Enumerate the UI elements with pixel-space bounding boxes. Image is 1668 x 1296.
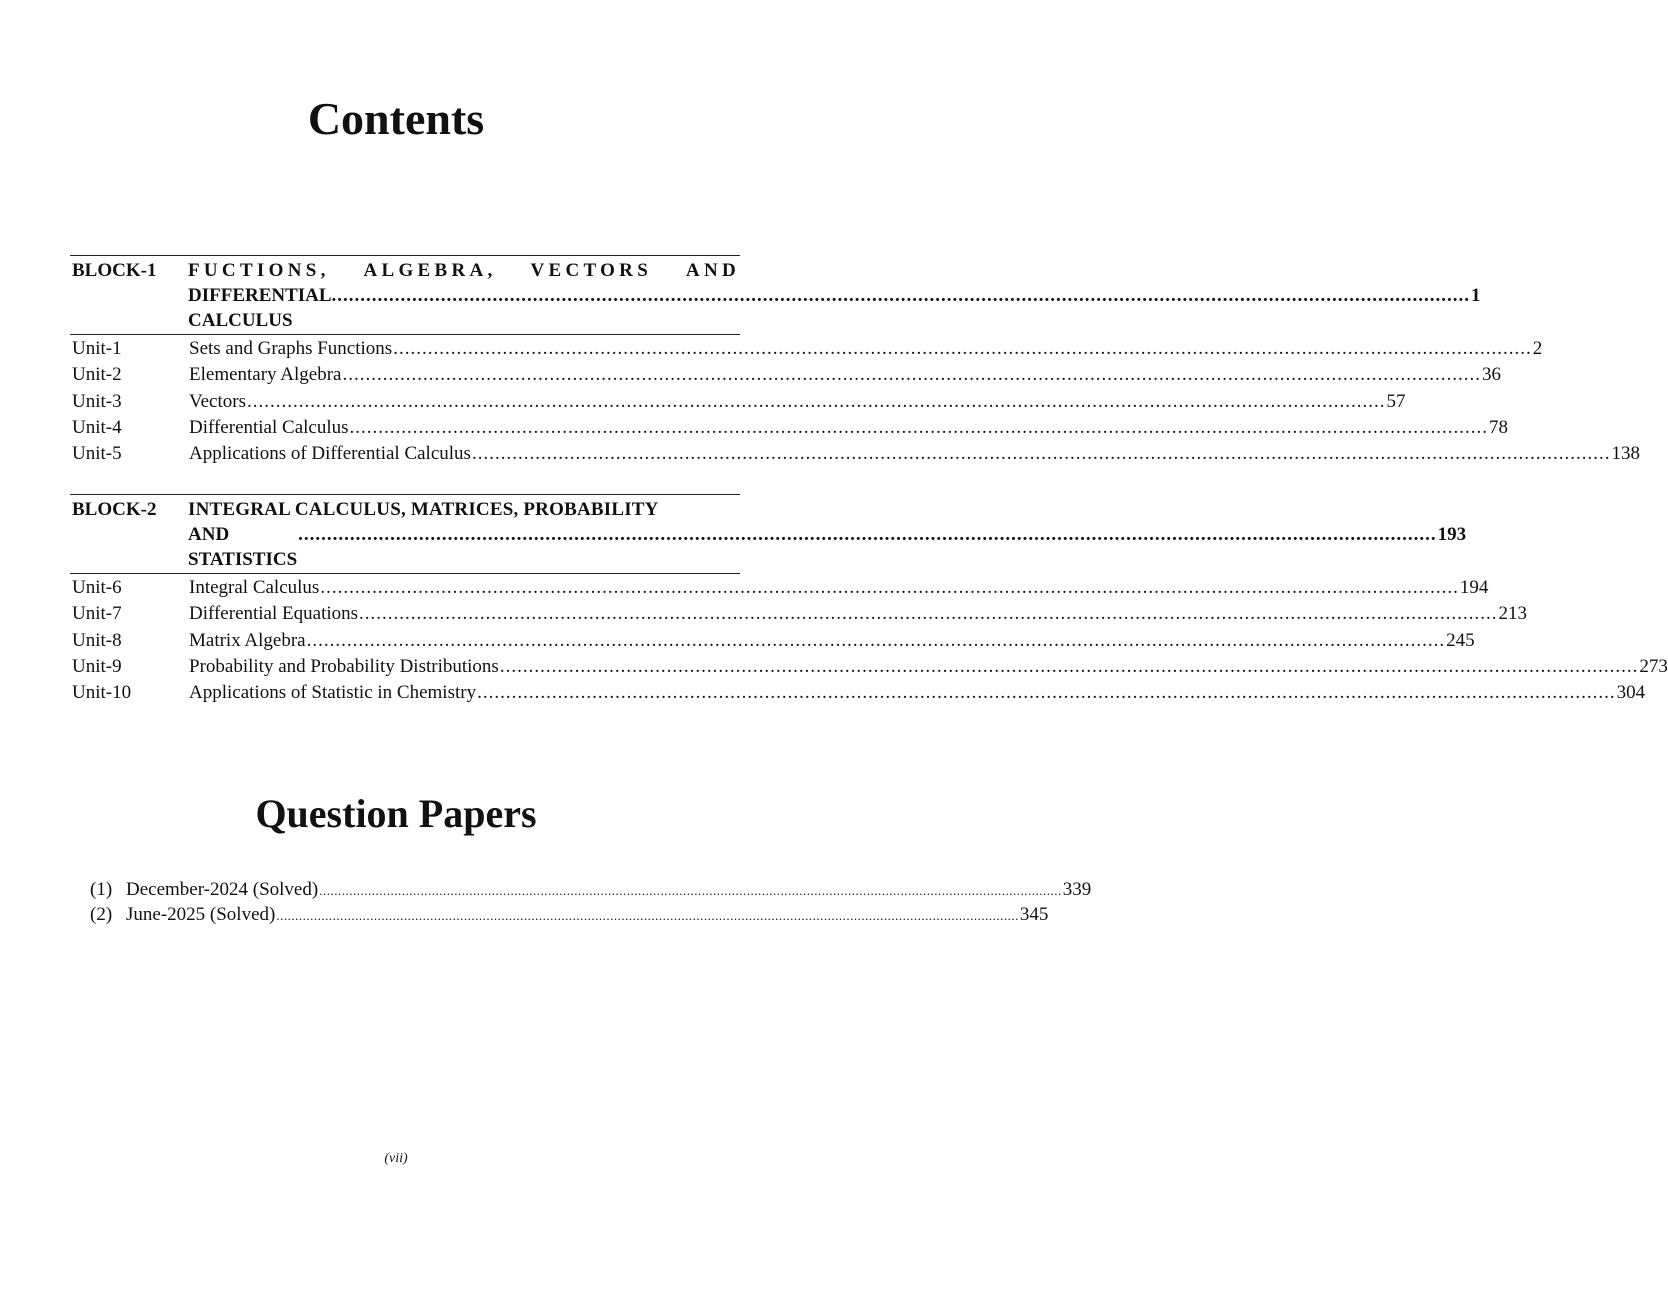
block-title-word: VECTORS	[530, 260, 653, 281]
unit-id: Unit-8	[72, 629, 122, 651]
page-number: 2	[1532, 338, 1543, 359]
dot-leader	[393, 336, 1532, 362]
entry-number: (1)	[90, 879, 113, 900]
block-title-word: AND	[685, 260, 740, 281]
unit-id: Unit-6	[72, 577, 122, 598]
toc-entry[interactable]	[72, 601, 1528, 627]
toc-entry[interactable]	[72, 680, 1646, 706]
dot-leader	[247, 389, 1386, 415]
page-number: 1	[1471, 285, 1481, 306]
page-number: 193	[1437, 524, 1467, 545]
block-id: BLOCK-2	[72, 499, 157, 520]
toc-entry[interactable]	[72, 654, 1668, 680]
unit-id: Unit-4	[72, 416, 122, 438]
unit-title: Integral Calculus	[189, 577, 320, 598]
toc-entry[interactable]	[72, 441, 1640, 467]
dot-leader	[332, 283, 1471, 308]
entry-title: December-2024 (Solved)	[126, 879, 319, 900]
unit-title: Elementary Algebra	[189, 364, 342, 386]
toc-entry[interactable]	[72, 389, 1406, 415]
unit-id: Unit-7	[72, 603, 122, 625]
block-title-word: ALGEBRA,	[363, 260, 497, 281]
dot-leader	[307, 628, 1446, 654]
toc-entry[interactable]	[72, 336, 1543, 362]
block-title-line2	[188, 283, 1481, 333]
page-number: 57	[1386, 390, 1406, 412]
block-title-word: FUCTIONS,	[188, 260, 330, 281]
unit-id: Unit-5	[72, 443, 122, 465]
page-number: 78	[1489, 416, 1509, 438]
unit-title: Applications of Statistic in Chemistry	[189, 682, 477, 704]
block-title-line1	[188, 258, 740, 283]
toc-entry[interactable]	[72, 628, 1475, 654]
toc-entry[interactable]	[90, 877, 1092, 902]
block-heading-1	[70, 255, 1481, 335]
entry-title: June-2025 (Solved)	[126, 904, 276, 925]
dot-leader	[298, 522, 1437, 547]
unit-id: Unit-10	[72, 682, 132, 704]
unit-list	[72, 336, 1640, 467]
toc-entry[interactable]	[90, 902, 1049, 927]
dot-leader	[359, 601, 1498, 627]
page-title: Contents	[307, 93, 485, 144]
page-number: 36	[1481, 364, 1501, 386]
block-title-text: AND STATISTICS	[188, 524, 298, 570]
page-number: 213	[1498, 603, 1528, 625]
unit-id: Unit-3	[72, 390, 122, 412]
dot-leader	[276, 903, 1019, 928]
unit-title: Vectors	[189, 390, 246, 412]
dot-leader	[472, 441, 1611, 467]
page-number: 194	[1459, 577, 1489, 598]
dot-leader	[319, 878, 1062, 903]
page-number: 304	[1616, 682, 1646, 704]
unit-title: Sets and Graphs Functions	[189, 338, 393, 359]
page-number: 339	[1062, 879, 1092, 900]
unit-title: Applications of Differential Calculus	[189, 443, 471, 465]
page-number: 245	[1446, 629, 1475, 651]
dot-leader	[342, 362, 1481, 388]
dot-leader	[477, 680, 1616, 706]
entry-number: (2)	[90, 904, 113, 925]
block-title-line1: INTEGRAL CALCULUS, MATRICES, PROBABILITY	[188, 499, 659, 520]
question-paper-list	[90, 877, 1092, 927]
unit-title: Differential Calculus	[189, 416, 349, 438]
dot-leader	[350, 415, 1489, 441]
toc-entry[interactable]	[72, 575, 1489, 601]
unit-title: Probability and Probability Distributions	[189, 655, 499, 677]
section-title: Question Papers	[255, 791, 537, 836]
unit-id: Unit-2	[72, 364, 122, 386]
unit-title: Matrix Algebra	[189, 629, 306, 651]
toc-entry[interactable]	[72, 415, 1509, 441]
page-number: 345	[1019, 904, 1049, 925]
block-title-text: DIFFERENTIAL CALCULUS	[188, 285, 331, 331]
page-number: 138	[1611, 443, 1640, 465]
dot-leader	[500, 654, 1639, 680]
block-title-line2	[188, 522, 1466, 572]
block-id: BLOCK-1	[72, 260, 157, 281]
page-folio: (vii)	[384, 1151, 408, 1166]
unit-list	[72, 575, 1668, 706]
page-number: 273	[1639, 655, 1668, 677]
dot-leader	[320, 575, 1459, 601]
toc-entry[interactable]	[72, 362, 1501, 388]
unit-title: Differential Equations	[189, 603, 359, 625]
unit-id: Unit-1	[72, 338, 122, 359]
block-heading-2	[70, 494, 1467, 574]
unit-id: Unit-9	[72, 655, 122, 677]
